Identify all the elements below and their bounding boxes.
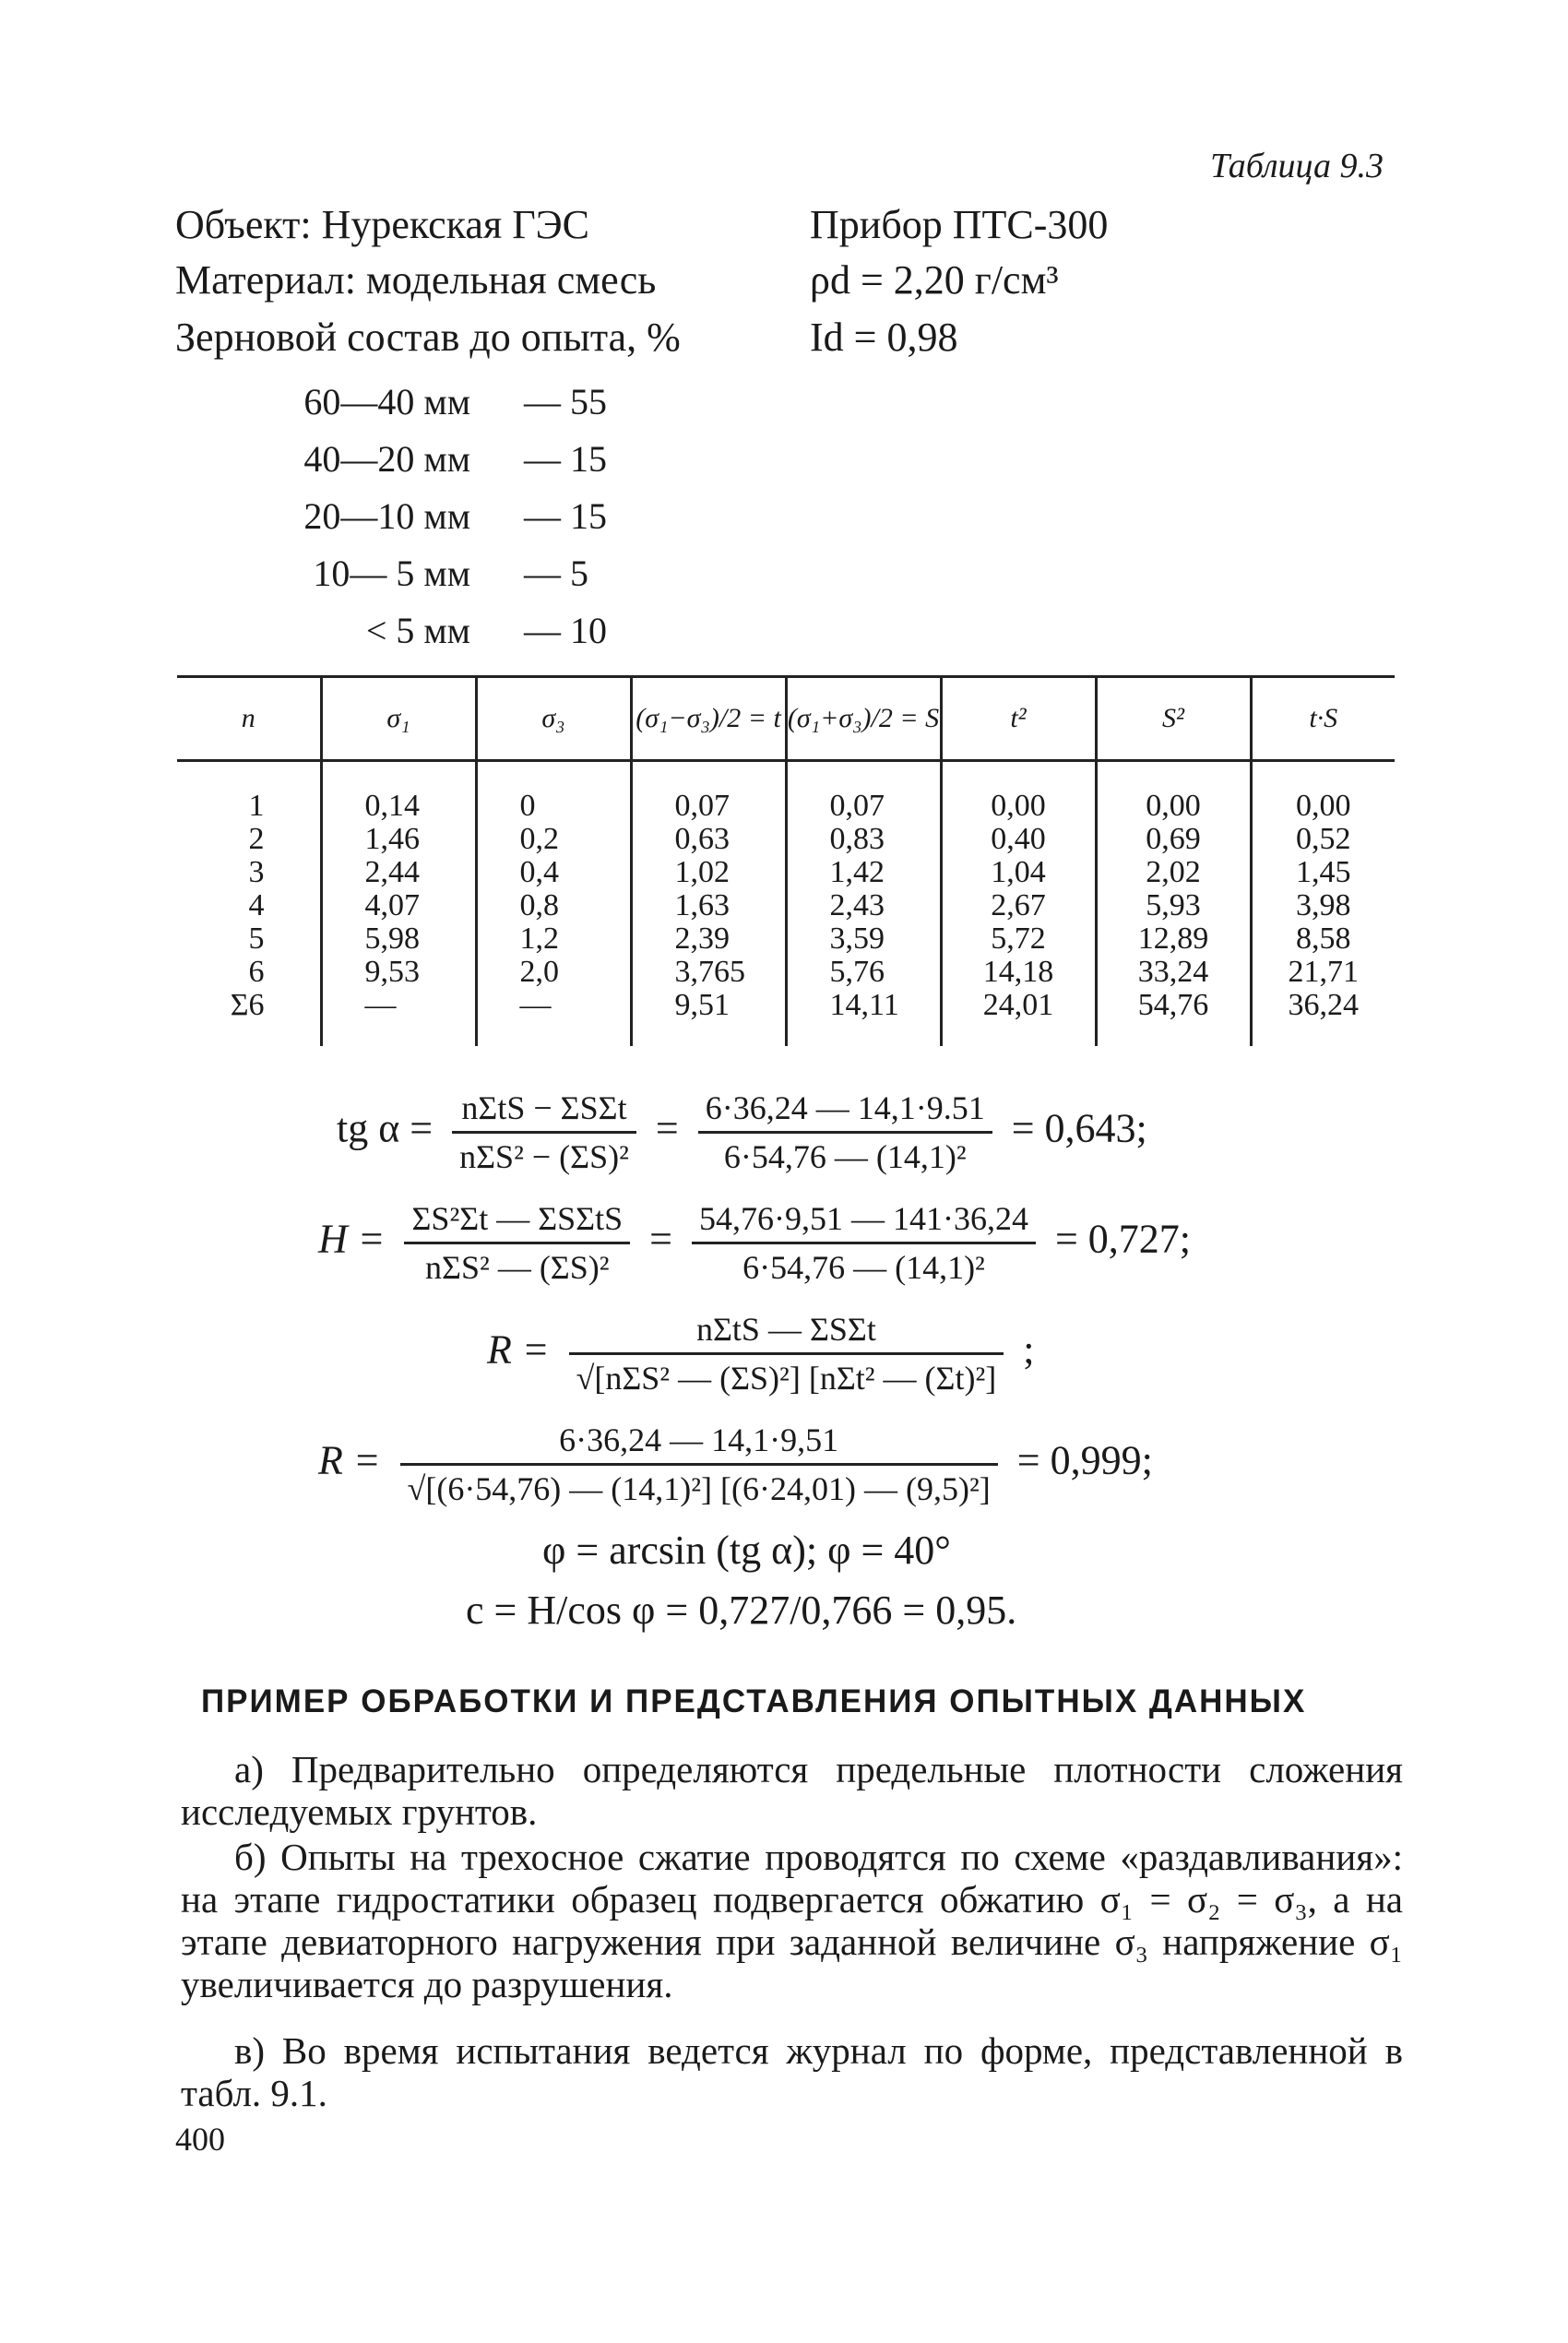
grain-row [184, 380, 607, 437]
denominator: nΣS² − (ΣS)² [452, 1131, 636, 1176]
numerator: nΣtS — ΣSΣt [695, 1311, 876, 1348]
col-header-n: n [177, 677, 321, 761]
denominator: √[nΣS² — (ΣS)²] [nΣt² — (Σt)²] [569, 1352, 1004, 1397]
grain-percent: — 15 [524, 438, 607, 480]
numerator: 6·36,24 — 14,1·9.51 [705, 1089, 985, 1126]
denominator: nΣS² — (ΣS)² [404, 1242, 630, 1287]
fraction [452, 1088, 636, 1176]
density-index-line: Id = 0,98 [810, 315, 958, 360]
col-header-t2: t² [941, 677, 1096, 761]
grain-percent: — 10 [524, 610, 607, 651]
results-table [177, 675, 1395, 1046]
grain-composition-line: Зерновой состав до опыта, % [175, 315, 681, 360]
numerator: ΣS²Σt — ΣSΣtS [411, 1200, 624, 1237]
fraction [692, 1199, 1036, 1287]
denominator: 6·54,76 — (14,1)² [692, 1242, 1036, 1287]
formula-lhs: R = [487, 1326, 550, 1373]
col-header-t: (σ₁−σ₃)/2 = t [631, 677, 786, 761]
col-sigma1-values: 0,14 1,46 2,44 4,07 5,98 9,53 — [321, 761, 476, 1047]
paragraph-a: а) Предварительно определяются предельные плотности сложения исследуемых грунтов. [181, 1748, 1403, 1833]
denominator: 6·54,76 — (14,1)² [698, 1131, 992, 1176]
material-line: Материал: модельная смесь [175, 257, 657, 303]
page-number: 400 [175, 2121, 225, 2158]
fraction [569, 1310, 1004, 1397]
col-s2-values: 0,00 0,69 2,02 5,93 12,89 33,24 54,76 [1096, 761, 1251, 1047]
denominator: √[(6·54,76) — (14,1)²] [(6·24,01) — (9,5)²] [400, 1463, 998, 1508]
col-header-s2: S² [1096, 677, 1251, 761]
formula-h: H = $\frac{\text{ΣS²Σt — ΣSΣtS}}{\text{nΣS² — (ΣS)²}}$ = $\frac{54,76\cdot 9,51 — 141\cdot 36,24}{\text{6·54,76 — (14,1)²}}$ = 0,727; [318, 1200, 1192, 1286]
grain-size: 20—10 мм [303, 495, 470, 537]
grain-row [184, 437, 607, 494]
formula-c: c = H/cos φ = 0,727/0,766 = 0,95. [466, 1588, 1017, 1633]
fraction [400, 1421, 998, 1508]
col-header-ts: t·S [1251, 677, 1395, 761]
col-header-s: (σ₁+σ₃)/2 = S [786, 677, 941, 761]
formula-result: = 0,643; [1011, 1105, 1147, 1151]
numerator: 54,76·9,51 — 141·36,24 [698, 1200, 1028, 1237]
grain-percent: — 15 [524, 495, 607, 537]
col-ts-values: 0,00 0,52 1,45 3,98 8,58 21,71 36,24 [1251, 761, 1395, 1047]
col-s-values: 0,07 0,83 1,42 2,43 3,59 5,76 14,11 [786, 761, 941, 1047]
grain-row [184, 609, 607, 666]
fraction [404, 1199, 630, 1287]
formula-result: = 0,999; [1016, 1437, 1153, 1483]
object-line: Объект: Нурекская ГЭС [175, 202, 590, 247]
formula-r-general [487, 1310, 1035, 1397]
paragraph-c: в) Во время испытания ведется журнал по форме, представленной в табл. 9.1. [181, 2029, 1403, 2114]
col-t-values: 0,07 0,63 1,02 1,63 2,39 3,765 9,51 [631, 761, 786, 1047]
col-n-values: 1 2 3 4 5 6 Σ6 [230, 789, 265, 1022]
table-caption: Таблица 9.3 [1210, 147, 1384, 185]
formula-end: ; [1023, 1326, 1035, 1373]
formula-phi: φ = arcsin (tg α); φ = 40° [542, 1528, 951, 1573]
grain-list [184, 380, 607, 666]
table-header-row [177, 677, 1395, 761]
grain-percent: — 5 [524, 553, 588, 594]
table-body-row [177, 761, 1395, 1047]
col-header-sigma1: σ₁ [321, 677, 476, 761]
numerator: nΣtS − ΣSΣt [461, 1089, 627, 1126]
grain-row [184, 552, 607, 609]
col-sigma3-values: 0 0,2 0,4 0,8 1,2 2,0 — [476, 761, 631, 1047]
formula-tg-alpha: tg α = $\frac{\text{nΣtS − ΣSΣt}}{\text{nΣS² − (ΣS)²}}$ = $\frac{6\cdot 36,24 — 14,1\cdot 9.51}{\text{6·54,76 — (14,1)²}}$ = 0,643; [337, 1089, 1147, 1175]
density-line: ρd = 2,20 г/см³ [810, 257, 1059, 303]
grain-row [184, 494, 607, 552]
section-heading: ПРИМЕР ОБРАБОТКИ И ПРЕДСТАВЛЕНИЯ ОПЫТНЫХ ДАННЫХ [201, 1683, 1307, 1719]
formula-lhs: tg α = [337, 1105, 434, 1151]
formula-lhs: R = [318, 1437, 381, 1483]
formula-r-numeric [318, 1421, 1153, 1508]
grain-percent: — 55 [524, 381, 607, 422]
grain-size: 10— 5 мм [313, 553, 470, 594]
grain-size: < 5 мм [365, 610, 470, 651]
col-header-sigma3: σ₃ [476, 677, 631, 761]
numerator: 6·36,24 — 14,1·9,51 [559, 1421, 839, 1458]
device-line: Прибор ПТС-300 [810, 202, 1109, 247]
col-t2-values: 0,00 0,40 1,04 2,67 5,72 14,18 24,01 [941, 761, 1096, 1047]
formula-result: = 0,727; [1054, 1216, 1192, 1262]
grain-size: 60—40 мм [303, 381, 470, 422]
grain-size: 40—20 мм [303, 438, 470, 480]
formula-lhs: H = [318, 1216, 386, 1262]
fraction [698, 1088, 992, 1176]
paragraph-b: б) Опыты на трехосное сжатие проводятся по схеме «раздавливания»: на этапе гидростатики образец подвергается обжатию σ₁ = σ₂ = σ₃, а на этапе девиаторного нагружения при заданной величине σ₃ напряжение σ₁ увеличивается до разрушения. [181, 1836, 1403, 2005]
